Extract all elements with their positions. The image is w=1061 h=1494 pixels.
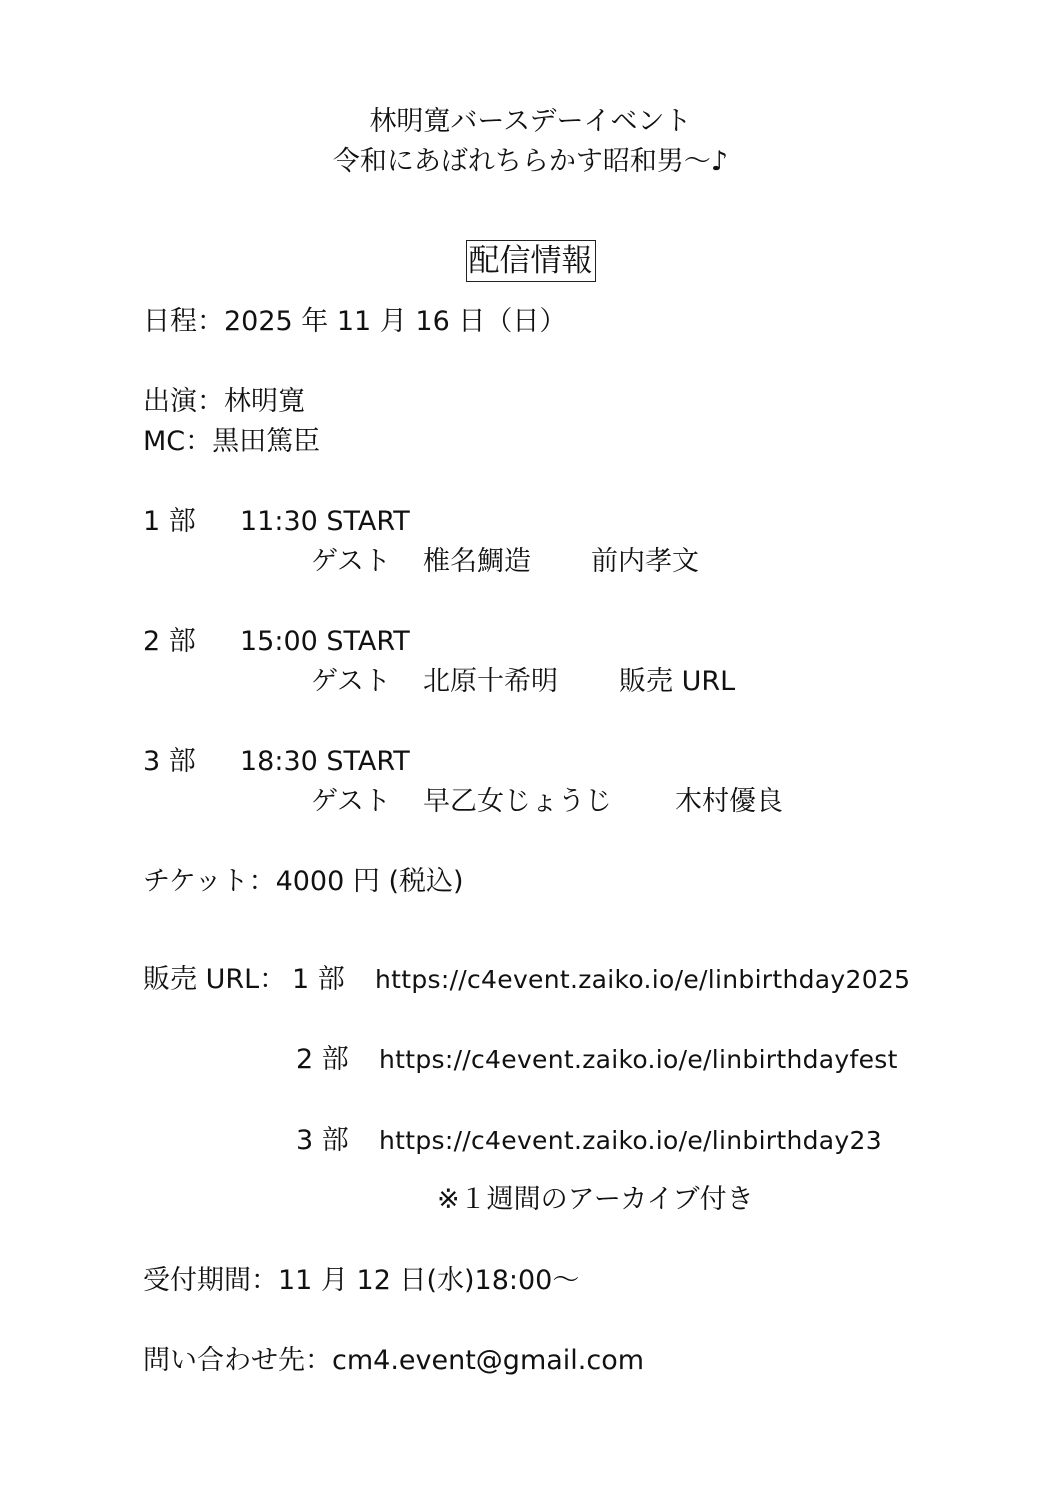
part-time: 18:30 START (240, 746, 410, 777)
guest-label: ゲスト (311, 546, 391, 577)
reception-period: 受付期間：11 月 12 日(水)18:00～ (143, 1265, 580, 1296)
part-label: 1 部 (143, 506, 196, 537)
guest-name: 前内孝文 (591, 546, 699, 577)
guest-name: 椎名鯛造 (423, 546, 531, 577)
section-title-wrapper (0, 240, 1061, 282)
sales-part-label: 2 部 (296, 1044, 349, 1075)
section-title: 配信情報 (466, 240, 596, 282)
guest-label: ゲスト (311, 666, 391, 697)
part-label: 2 部 (143, 626, 196, 657)
contact-email[interactable]: cm4.event@gmail.com (332, 1345, 645, 1376)
guest-label: ゲスト (311, 786, 391, 817)
sales-url-link[interactable]: https://c4event.zaiko.io/e/linbirthdayfest (379, 1045, 898, 1074)
sales-part-label: 1 部 (292, 964, 345, 995)
guest-name: 早乙女じょうじ (423, 786, 612, 817)
contact (143, 1343, 644, 1379)
contact-label: 問い合わせ先： (143, 1345, 332, 1376)
part-time: 15:00 START (240, 626, 410, 657)
performer: 出演：林明寛 (143, 386, 305, 417)
part-label: 3 部 (143, 746, 196, 777)
archive-note: ※１週間のアーカイブ付き (437, 1184, 754, 1215)
part-time: 11:30 START (240, 506, 410, 537)
ticket-price: チケット：4000 円 (税込) (143, 866, 464, 897)
event-subtitle: 令和にあばれちらかす昭和男～♪ (332, 146, 729, 177)
guest-name: 木村優良 (675, 786, 783, 817)
event-title: 林明寛バースデーイベント (369, 106, 692, 137)
sales-url-link[interactable]: https://c4event.zaiko.io/e/linbirthday2025 (375, 965, 911, 994)
schedule-date: 日程：2025 年 11 月 16 日（日） (143, 306, 567, 337)
guest-name: 販売 URL (619, 666, 736, 697)
mc: MC：黒田篤臣 (143, 426, 321, 457)
sales-url-label: 販売 URL： (143, 964, 287, 995)
sales-part-label: 3 部 (296, 1125, 349, 1156)
sales-url-link[interactable]: https://c4event.zaiko.io/e/linbirthday23 (379, 1126, 882, 1155)
guest-name: 北原十希明 (423, 666, 558, 697)
